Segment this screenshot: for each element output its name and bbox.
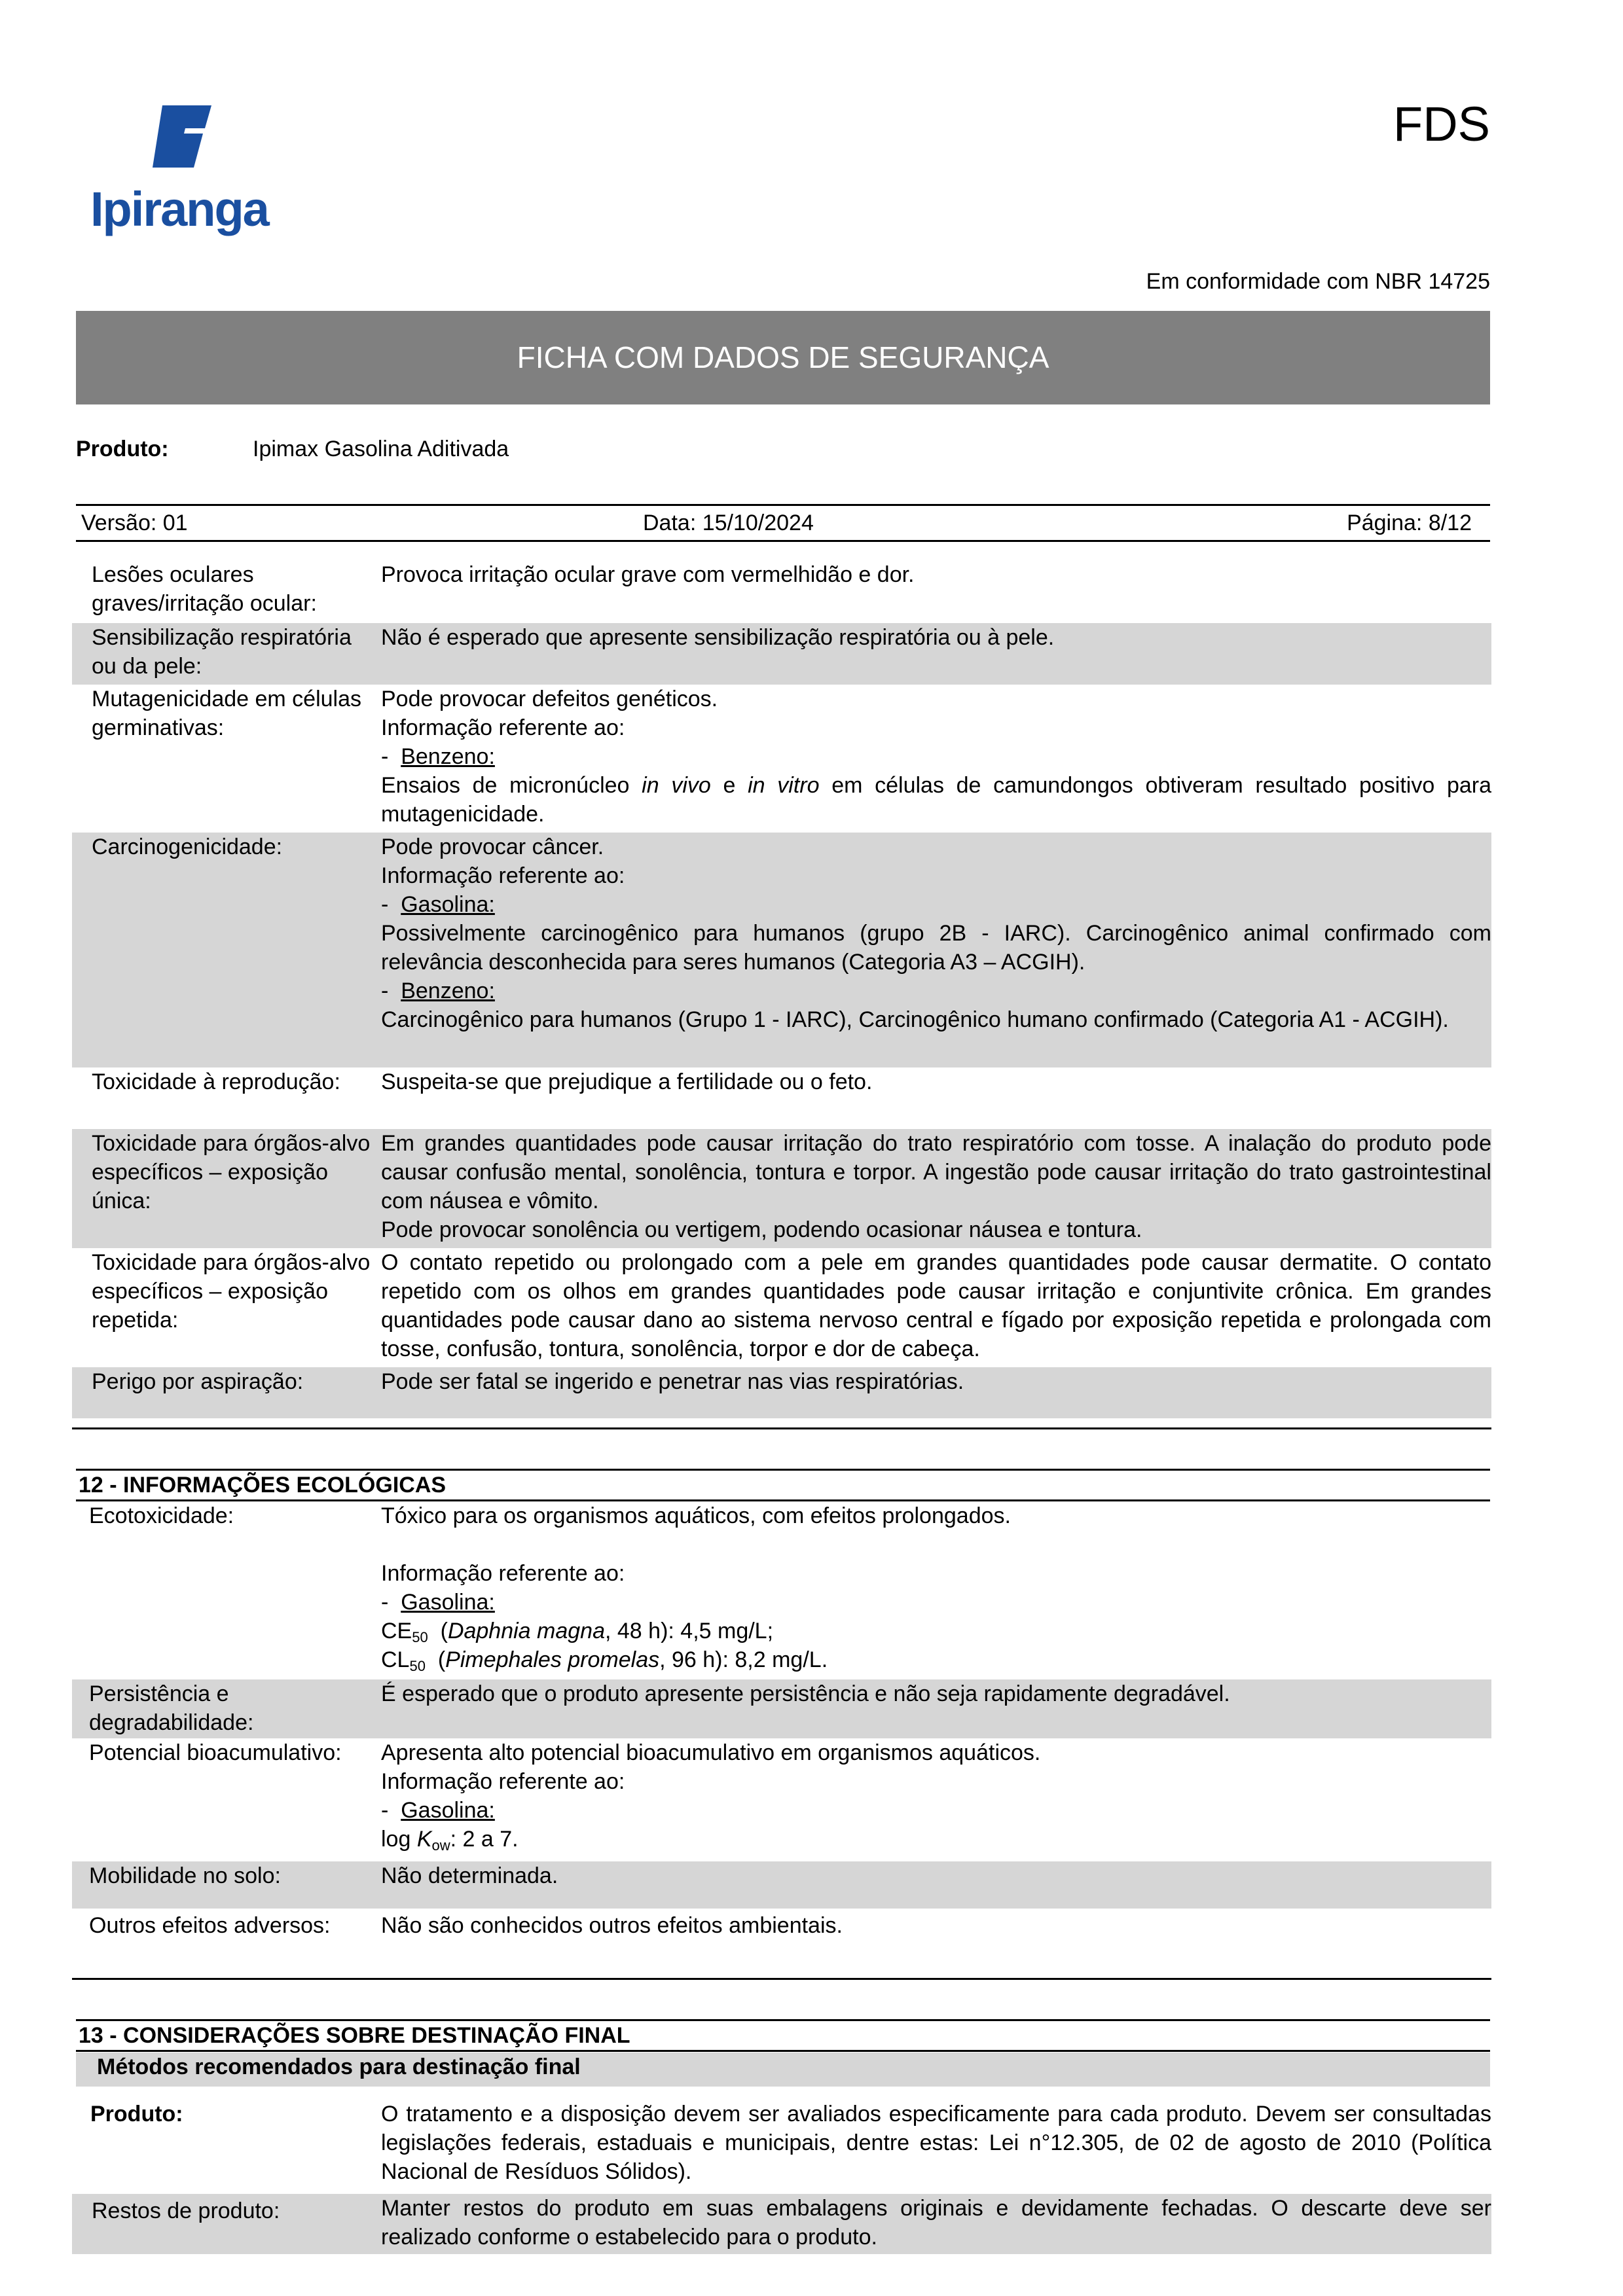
row-text: Não determinada. <box>381 1863 558 1888</box>
divider <box>72 1978 1491 1980</box>
divider <box>72 1427 1491 1429</box>
row-text: Não são conhecidos outros efeitos ambientais. <box>381 1913 843 1938</box>
row-label: Toxicidade para órgãos-alvo específicos – exposição repetida: <box>92 1250 371 1333</box>
ecology-table <box>72 1501 1491 1978</box>
section-13-heading <box>76 2019 1490 2052</box>
substance-line: - Gasolina: <box>381 1798 495 1823</box>
section-12-heading <box>76 1469 1490 1501</box>
ipiranga-logo <box>90 98 268 236</box>
row-label: Ecotoxicidade: <box>89 1503 234 1528</box>
row-label: Lesões oculares graves/irritação ocular: <box>92 562 317 616</box>
row-label: Perigo por aspiração: <box>92 1369 304 1394</box>
row-label: Potencial bioacumulativo: <box>89 1740 342 1765</box>
ipiranga-logo-icon <box>143 102 221 174</box>
table-row <box>72 833 1491 1067</box>
product-label: Produto: <box>76 437 169 461</box>
row-text: Não é esperado que apresente sensibilização respiratória ou à pele. <box>381 625 1055 650</box>
substance-line: - Benzeno: <box>381 978 495 1003</box>
table-row <box>72 560 1491 623</box>
row-text: Manter restos do produto em suas embalagens originais e devidamente fechadas. O descarte deve ser realizado conforme o estabelecido para o produto. <box>381 2196 1491 2250</box>
toxicology-table <box>72 560 1491 1418</box>
section-title: 13 - CONSIDERAÇÕES SOBRE DESTINAÇÃO FINAL <box>79 2023 630 2048</box>
kow-line: $\log K_{ow}$: 2 a 7. <box>381 1827 519 1854</box>
text-line: Pode provocar defeitos genéticos. <box>381 687 718 711</box>
table-row <box>72 1909 1491 1978</box>
version: Versão: 01 <box>81 511 188 535</box>
row-text: O tratamento e a disposição devem ser avaliados especificamente para cada produto. Devem ser consultadas legislações federais, estaduais e municipais, dentre estas: Lei n°12.305, de 02 de agosto de 2010 (Política Nacional de Resíduos Sólidos). <box>381 2102 1491 2184</box>
row-label: Outros efeitos adversos: <box>89 1913 331 1938</box>
row-label: Mutagenicidade em células germinativas: <box>92 687 362 740</box>
text-line: Informação referente ao: <box>381 1769 625 1794</box>
cl50-line: $CL_{50}$ (Pimephales promelas, 96 h): 8,2 mg/L. <box>381 1647 828 1674</box>
table-row <box>72 1679 1491 1738</box>
text-line: Pode provocar sonolência ou vertigem, podendo ocasionar náusea e tontura. <box>381 1217 1142 1242</box>
text-line: Carcinogênico para humanos (Grupo 1 - IARC), Carcinogênico humano confirmado (Categoria A1 - ACGIH). <box>381 1007 1449 1032</box>
row-text <box>381 1501 1491 1674</box>
table-row <box>72 1501 1491 1679</box>
row-label: Restos de produto: <box>92 2198 280 2223</box>
row-text <box>381 833 1491 1034</box>
doc-code: FDS <box>1393 97 1490 151</box>
table-row <box>72 1861 1491 1909</box>
row-text: O contato repetido ou prolongado com a pele em grandes quantidades pode causar dermatite. O contato repetido com os olhos em grandes quantidades pode causar irritação e conjuntivite crônica. Em grandes quantidades pode causar dano ao sistema nervoso central e fígado por exposição repetida e prolongada com tosse, confusão, tontura, sonolência, torpor e dor de cabeça. <box>381 1250 1491 1361</box>
row-text: Pode ser fatal se ingerido e penetrar nas vias respiratórias. <box>381 1369 964 1394</box>
row-text: Suspeita-se que prejudique a fertilidade ou o feto. <box>381 1069 873 1094</box>
text-line: Pode provocar câncer. <box>381 834 604 859</box>
row-text: É esperado que o produto apresente persistência e não seja rapidamente degradável. <box>381 1681 1230 1706</box>
text-line: Ensaios de micronúcleo in vivo e in vitro em células de camundongos obtiveram resultado positivo para mutagenicidade. <box>381 773 1492 827</box>
conformity-note: Em conformidade com NBR 14725 <box>1146 269 1490 294</box>
table-row <box>72 1129 1491 1248</box>
row-label: Persistência e degradabilidade: <box>89 1681 254 1735</box>
row-label: Toxicidade para órgãos-alvo específicos – exposição única: <box>92 1131 371 1213</box>
row-label: Toxicidade à reprodução: <box>92 1069 340 1094</box>
section-title: 12 - INFORMAÇÕES ECOLÓGICAS <box>79 1473 447 1498</box>
text-line: Apresenta alto potencial bioacumulativo em organismos aquáticos. <box>381 1740 1041 1765</box>
substance-line: - Gasolina: <box>381 1590 495 1615</box>
row-label: Sensibilização respiratória ou da pele: <box>92 625 352 679</box>
ce50-line: $CE_{50}$ (Daphnia magna, 48 h): 4,5 mg/L; <box>381 1619 774 1645</box>
date: Data: 15/10/2024 <box>643 511 814 535</box>
row-text: Provoca irritação ocular grave com vermelhidão e dor. <box>381 562 915 587</box>
table-row <box>72 685 1491 833</box>
table-row <box>72 1738 1491 1861</box>
text-line: Informação referente ao: <box>381 1561 625 1586</box>
text-line: Tóxico para os organismos aquáticos, com efeitos prolongados. <box>381 1503 1011 1528</box>
row-text <box>381 685 1491 829</box>
table-row <box>72 2194 1491 2254</box>
table-row <box>72 2100 1491 2194</box>
table-row <box>72 1067 1491 1129</box>
version-bar <box>76 504 1490 542</box>
text-line: Possivelmente carcinogênico para humanos (grupo 2B - IARC). Carcinogênico animal confirmado com relevância desconhecida para seres humanos (Categoria A3 – ACGIH). <box>381 921 1491 975</box>
disposal-table <box>72 2100 1491 2254</box>
text-line: Informação referente ao: <box>381 863 625 888</box>
product-value: Ipimax Gasolina Aditivada <box>253 437 509 461</box>
substance-name: Gasolina: <box>401 1798 495 1823</box>
banner-title: FICHA COM DADOS DE SEGURANÇA <box>76 311 1490 404</box>
substance-name: Benzeno: <box>401 744 495 769</box>
substance-name: Gasolina: <box>401 1590 495 1615</box>
substance-line: - Gasolina: <box>381 892 495 917</box>
row-label: Mobilidade no solo: <box>89 1863 281 1888</box>
text-line: Em grandes quantidades pode causar irritação do trato respiratório com tosse. A inalação do produto pode causar confusão mental, sonolência, tontura e torpor. A ingestão pode causar irritação do trato gastrointestinal com náusea e vômito. <box>381 1131 1491 1213</box>
table-row <box>72 1367 1491 1418</box>
row-label: Carcinogenicidade: <box>92 834 283 859</box>
row-label: Produto: <box>90 2102 183 2126</box>
substance-name: Benzeno: <box>401 978 495 1003</box>
text-line: Informação referente ao: <box>381 715 625 740</box>
substance-line: - Benzeno: <box>381 744 495 769</box>
subsection-heading <box>76 2053 1490 2087</box>
table-row <box>72 623 1491 685</box>
subsection-title: Métodos recomendados para destinação final <box>97 2054 581 2079</box>
table-row <box>72 1248 1491 1367</box>
substance-name: Gasolina: <box>401 892 495 917</box>
page-number: Página: 8/12 <box>1347 511 1472 535</box>
logo-text: Ipiranga <box>90 182 268 236</box>
row-text <box>381 1738 1491 1854</box>
row-text <box>381 1129 1491 1244</box>
